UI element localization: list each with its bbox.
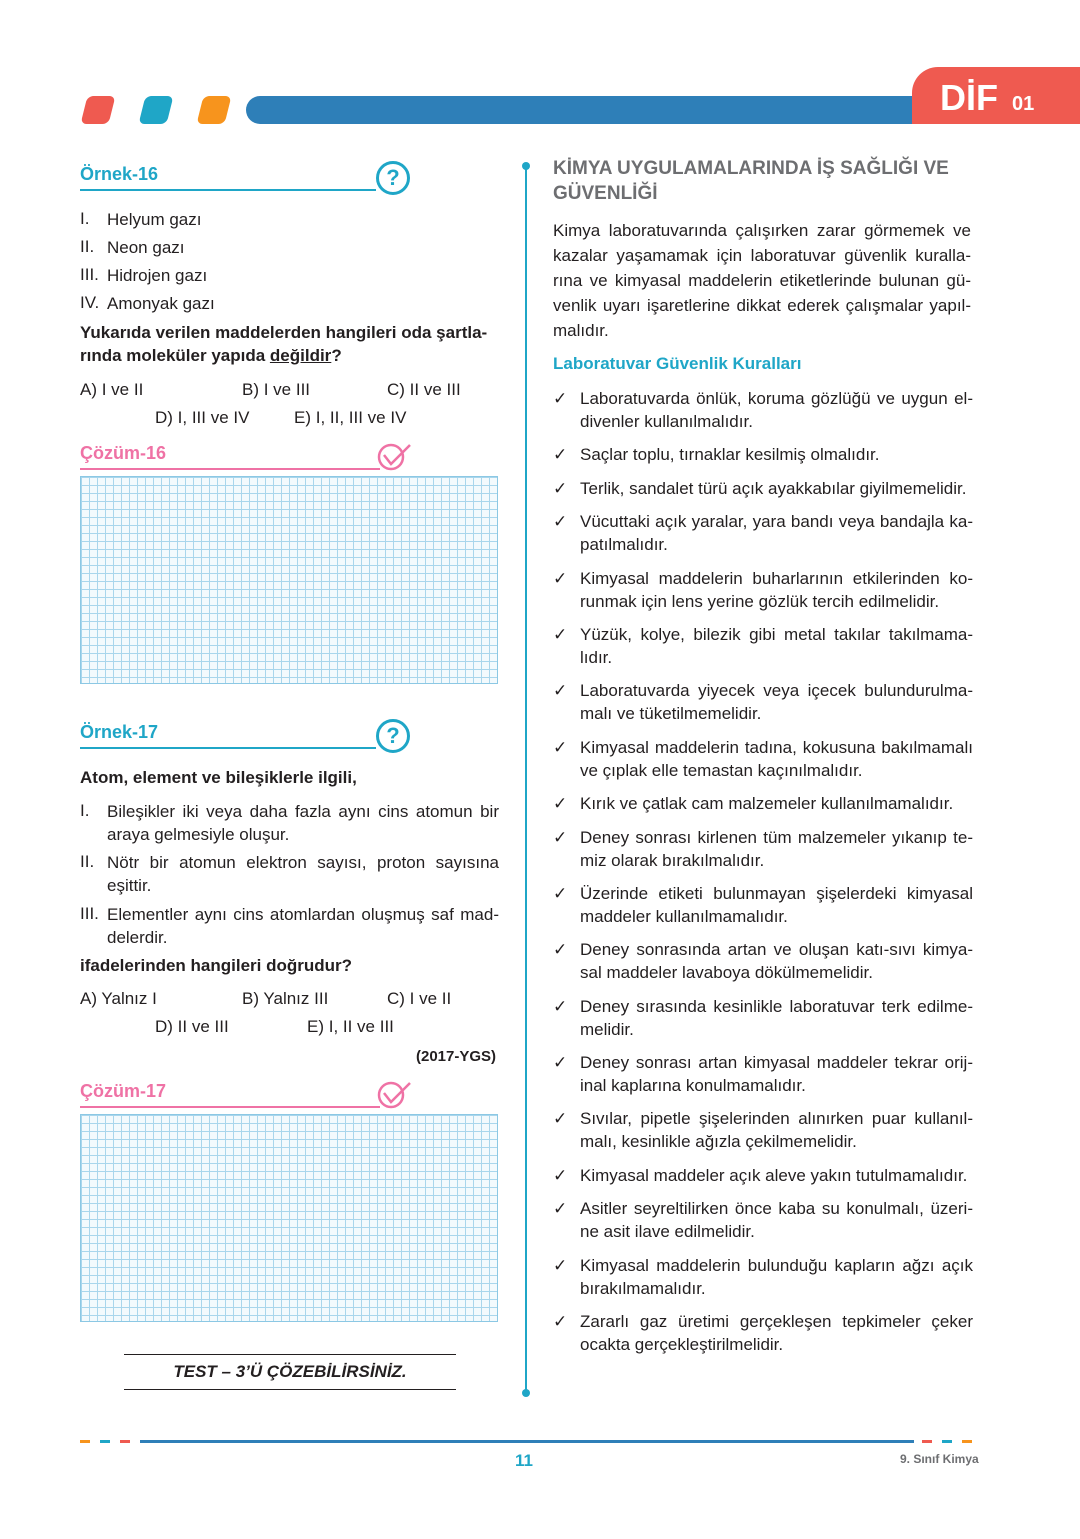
section-title: KİMYA UYGULAMALARINDA İŞ SAĞLIĞI VE GÜVENLİĞİ <box>553 158 949 204</box>
check-icon: ✓ <box>553 827 568 847</box>
check-icon: ✓ <box>553 512 568 532</box>
list-item-text: eşittir. <box>107 876 152 895</box>
footer-dash <box>120 1440 130 1443</box>
header-square-teal <box>139 96 174 124</box>
solution-17-heading: Çözüm-17 <box>80 1081 167 1101</box>
list-item: ✓ Deney sonrasında artan ve oluşan katı-sıvı kimyasal maddeler lavaboya dökülmemelidir. <box>553 940 973 983</box>
list-item: II. <box>80 237 95 256</box>
list-item: ✓ Deney sonrası kirlenen tüm malzemeler yıkanıp temiz olarak bırakılmalıdır. <box>553 827 973 870</box>
header-square-orange <box>197 96 232 124</box>
list-item-text: Hidrojen gazı <box>107 266 208 285</box>
list-item: ✓ Kimyasal maddelerin bulunduğu kapların ağzı açık bırakılmamalıdır. <box>553 1255 973 1298</box>
list-item-text: Amonyak gazı <box>107 294 215 313</box>
list-item: IV. <box>80 293 100 312</box>
option-e: E) I, II ve III <box>307 1017 394 1036</box>
list-item: ✓ Asitler seyreltilirken önce kaba su konulmalı, üzerine asit ilave edilmelidir. <box>553 1199 973 1242</box>
checkmark-circle-icon <box>376 1079 412 1109</box>
option-b: B) I ve III <box>242 380 311 399</box>
option-e: E) I, II, III ve IV <box>294 408 407 427</box>
list-item: ✓ Deney sırasında kesinlikle laboratuvar terk edilmemelidir. <box>553 996 973 1039</box>
header-bar <box>246 96 966 124</box>
test-banner: TEST – 3’Ü ÇÖZEBİLİRSİNİZ. <box>124 1354 456 1390</box>
list-item: II. <box>80 852 95 871</box>
check-icon: ✓ <box>553 624 568 644</box>
check-icon: ✓ <box>553 478 568 498</box>
list-item: ✓ Terlik, sandalet türü açık ayakkabılar giyilmemelidir. <box>553 478 967 498</box>
list-item: ✓ Kırık ve çatlak cam malzemeler kullanılmamalıdır. <box>553 794 954 814</box>
question-icon: ? <box>376 161 410 195</box>
example-16-underline <box>80 189 376 191</box>
footer-dash <box>942 1440 952 1443</box>
list-item: ✓ Zararlı gaz üretimi gerçekleşen tepkimeler çeker ocakta gerçekleştirilmelidir. <box>553 1312 973 1355</box>
check-icon: ✓ <box>553 1109 568 1129</box>
list-item: ✓ Kimyasal maddeler açık aleve yakın tutulmamalıdır. <box>553 1165 968 1185</box>
example-17-underline <box>80 747 376 749</box>
list-item: ✓ Vücuttaki açık yaralar, yara bandı veya bandajla kapatılmalıdır. <box>553 512 973 555</box>
check-icon: ✓ <box>553 883 568 903</box>
example-16-question-line1: Yukarıda verilen maddelerden hangileri oda şartla- <box>80 323 488 342</box>
check-icon: ✓ <box>553 737 568 757</box>
example-16-heading: Örnek-16 <box>80 164 159 184</box>
divider-dot-bottom <box>522 1389 530 1397</box>
list-item: ✓ Kimyasal maddelerin tadına, kokusuna bakılmamalı ve çıplak elle temastan kaçınılmalıdır. <box>553 737 973 780</box>
check-icon: ✓ <box>553 1255 568 1275</box>
list-item-text: araya gelmesiyle oluşur. <box>107 825 290 844</box>
option-a: A) Yalnız I <box>80 989 157 1008</box>
list-item: ✓ Yüzük, kolye, bilezik gibi metal takılar takılmamalıdır. <box>553 624 973 667</box>
brand-number: 01 <box>1012 93 1035 115</box>
list-item: III. <box>80 904 99 923</box>
list-item-text: delerdir. <box>107 928 168 947</box>
option-c: C) II ve III <box>387 380 461 399</box>
checkmark-circle-icon <box>376 441 412 471</box>
header-square-red <box>81 96 116 124</box>
option-a: A) I ve II <box>80 380 144 399</box>
list-item-text: Neon gazı <box>107 238 185 257</box>
solution-16-underline <box>80 468 380 470</box>
option-c: C) I ve II <box>387 989 452 1008</box>
course-label: 9. Sınıf Kimya <box>900 1452 979 1466</box>
list-item-text: Helyum gazı <box>107 210 202 229</box>
page-number: 11 <box>515 1451 533 1470</box>
check-icon: ✓ <box>553 568 568 588</box>
check-icon: ✓ <box>553 940 568 960</box>
list-item: I. <box>80 801 90 820</box>
list-item: III. <box>80 265 99 284</box>
footer-dash <box>962 1440 972 1443</box>
footer-dash <box>100 1440 110 1443</box>
emphasis-word: değildir <box>269 346 332 365</box>
section-intro: Kimya laboratuvarında çalışırken zarar görmemek ve kazalar yaşamamak için laboratuvar güvenlik kurallarına ve kimyasal maddelerin etiketlerinde bulunan güvenlik uyarı işaretlerine dikkat ederek çalışmalar yapılmalıdır. <box>553 221 971 340</box>
check-icon: ✓ <box>553 1199 568 1219</box>
list-item: ✓ Laboratuvarda önlük, koruma gözlüğü ve uygun eldivenler kullanılmalıdır. <box>553 389 973 431</box>
list-item: ✓ Laboratuvarda yiyecek veya içecek bulundurulmamalı ve tüketilmemelidir. <box>553 681 973 724</box>
question-icon: ? <box>376 719 410 753</box>
option-b: B) Yalnız III <box>242 989 329 1008</box>
solution-17-grid[interactable] <box>80 1114 498 1322</box>
source-label: (2017-YGS) <box>416 1048 497 1065</box>
example-17-heading: Örnek-17 <box>80 722 159 742</box>
example-17-lead: Atom, element ve bileşiklerle ilgili, <box>80 768 357 787</box>
list-item: ✓ Sıvılar, pipetle şişelerinden alınırken puar kullanılmalı, kesinlikle ağızla çekilmemelidir. <box>553 1109 973 1152</box>
solution-17-underline <box>80 1106 380 1108</box>
list-item: I. <box>80 209 90 228</box>
list-item-text: Nötr bir atomun elektron sayısı, proton sayısına <box>107 853 499 872</box>
check-icon: ✓ <box>553 996 568 1016</box>
list-item: ✓ Deney sonrası artan kimyasal maddeler tekrar orijinal kaplarına konulmamalıdır. <box>553 1053 973 1096</box>
option-d: D) I, III ve IV <box>155 408 250 427</box>
brand-label: DİF <box>940 77 998 118</box>
check-icon: ✓ <box>553 794 568 814</box>
option-d: D) II ve III <box>155 1017 229 1036</box>
footer-dash <box>80 1440 90 1443</box>
solution-16-grid[interactable] <box>80 476 498 684</box>
solution-16-heading: Çözüm-16 <box>80 443 167 463</box>
list-item-text: Elementler aynı cins atomlardan oluşmuş saf mad- <box>107 905 499 924</box>
safety-rules-list <box>553 387 973 1366</box>
check-icon: ✓ <box>553 681 568 701</box>
check-icon: ✓ <box>553 445 568 465</box>
section-subtitle: Laboratuvar Güvenlik Kuralları <box>553 354 802 373</box>
footer-dash <box>922 1440 932 1443</box>
example-17-question: ifadelerinden hangileri doğrudur? <box>80 956 353 975</box>
list-item: ✓ Kimyasal maddelerin buharlarının etkilerinden korunmak için lens yerine gözlük tercih edilmelidir. <box>553 568 973 611</box>
check-icon: ✓ <box>553 1312 568 1332</box>
check-icon: ✓ <box>553 389 568 408</box>
check-icon: ✓ <box>553 1053 568 1073</box>
example-16-question-line2: rında moleküler yapıda değildir? <box>80 346 342 365</box>
brand-tab <box>912 67 1080 124</box>
column-divider <box>525 166 527 1394</box>
list-item: ✓ Üzerinde etiketi bulunmayan şişelerdeki kimyasal maddeler kullanılmamalıdır. <box>553 883 973 926</box>
list-item: ✓ Saçlar toplu, tırnaklar kesilmiş olmalıdır. <box>553 445 880 465</box>
footer-bar <box>140 1440 914 1443</box>
list-item-text: Bileşikler iki veya daha fazla aynı cins atomun bir <box>107 802 499 821</box>
check-icon: ✓ <box>553 1165 568 1185</box>
